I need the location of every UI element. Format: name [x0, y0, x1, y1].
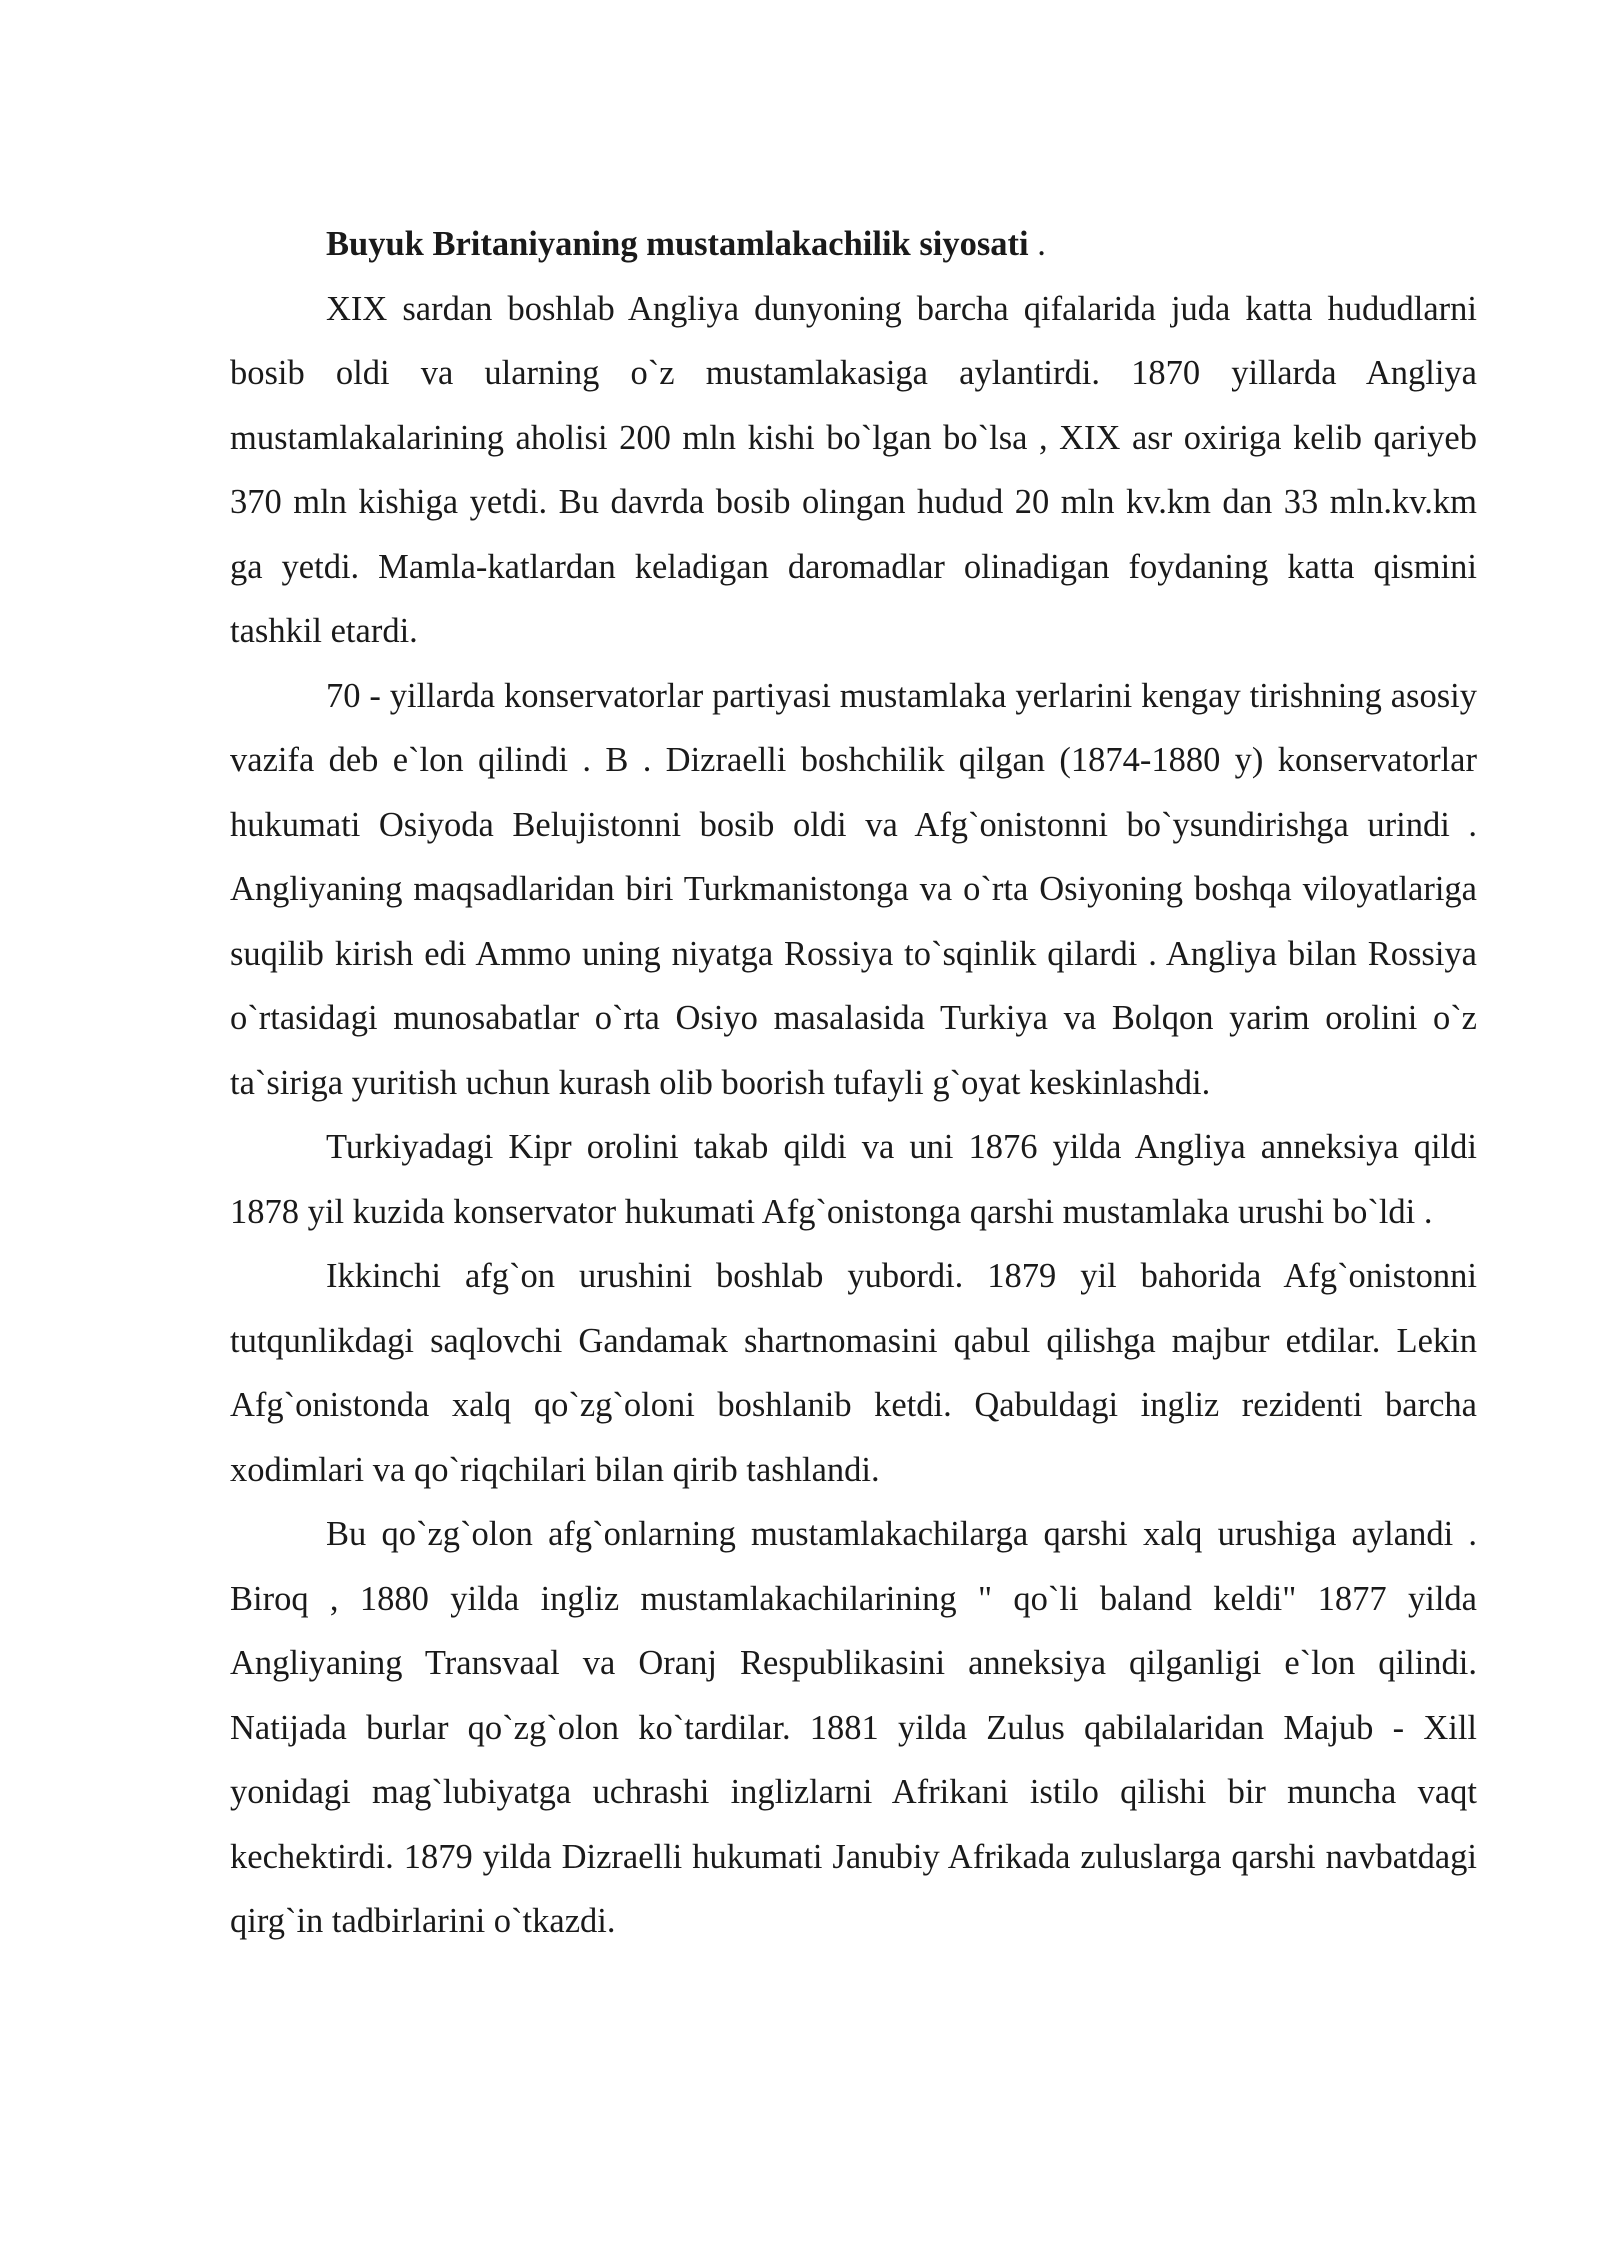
- document-title: Buyuk Britaniyaning mustamlakachilik siyosati: [326, 225, 1029, 263]
- paragraph-4: Ikkinchi afg`on urushini boshlab yubordi. 1879 yil bahorida Afg`onistonni tutqunlikdagi saqlovchi Gandamak shartnomasini qabul qilishga majbur etdilar. Lekin Afg`onistonda xalq qo`zg`oloni boshlanib ketdi. Qabuldagi ingliz rezidenti barcha xodimlari va qo`riqchilari bilan qirib tashlandi.: [230, 1257, 1477, 1489]
- document-page: [230, 212, 1477, 1954]
- paragraph-2: 70 - yillarda konservatorlar partiyasi mustamlaka yerlarini kengay tirishning asosiy vazifa deb e`lon qilindi . B . Dizraelli boshchilik qilgan (1874-1880 y) konservatorlar hukumati Osiyoda Belujistonni bosib oldi va Afg`onistonni bo`ysundirishga urindi . Angliyaning maqsadlaridan biri Turkmanistonga va o`rta Osiyoning boshqa viloyatlariga suqilib kirish edi Ammo uning niyatga Rossiya to`sqinlik qilardi . Angliya bilan Rossiya o`rtasidagi munosabatlar o`rta Osiyo masalasida Turkiya va Bolqon yarim orolini o`z ta`siriga yuritish uchun kurash olib boorish tufayli g`oyat keskinlashdi.: [230, 676, 1477, 1102]
- paragraph-3: Turkiyadagi Kipr orolini takab qildi va uni 1876 yilda Angliya anneksiya qildi 1878 yil kuzida konservator hukumati Afg`onistonga qarshi mustamlaka urushi bo`ldi .: [230, 1128, 1477, 1231]
- paragraph-5: Bu qo`zg`olon afg`onlarning mustamlakachilarga qarshi xalq urushiga aylandi . Biroq , 1880 yilda ingliz mustamlakachilarining " qo`li baland keldi" 1877 yilda Angliyaning Transvaal va Oranj Respublikasini anneksiya qilganligi e`lon qilindi. Natijada burlar qo`zg`olon ko`tardilar. 1881 yilda Zulus qabilalaridan Majub - Xill yonidagi mag`lubiyatga uchrashi inglizlarni Afrikani istilo qilishi bir muncha vaqt kechektirdi. 1879 yilda Dizraelli hukumati Janubiy Afrikada zuluslarga qarshi navbatdagi qirg`in tadbirlarini o`tkazdi.: [230, 1515, 1477, 1940]
- title-line: [230, 212, 1477, 277]
- title-suffix: .: [1028, 225, 1046, 263]
- paragraph-1: XIX sardan boshlab Angliya dunyoning barcha qifalarida juda katta hududlarni bosib oldi va ularning o`z mustamlakasiga aylantirdi. 1870 yillarda Angliya mustamlakalarining aholisi 200 mln kishi bo`lgan bo`lsa , XIX asr oxiriga kelib qariyeb 370 mln kishiga yetdi. Bu davrda bosib olingan hudud 20 mln kv.km dan 33 mln.kv.km ga yetdi. Mamla-katlardan keladigan daromadlar olinadigan foydaning katta qismini tashkil etardi.: [230, 289, 1477, 650]
